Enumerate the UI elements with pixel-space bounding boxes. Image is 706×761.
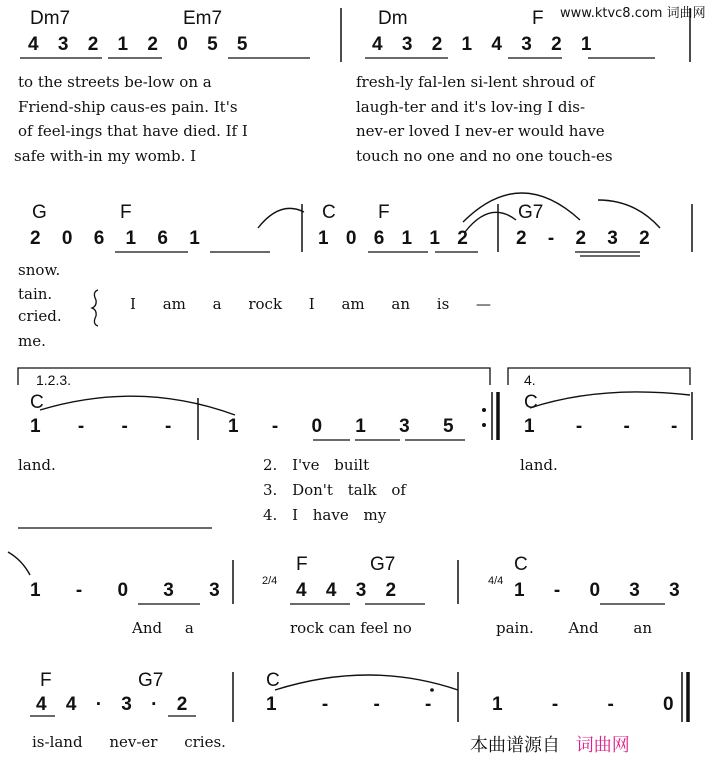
notes-measure-11: 1 - 0 3 3 — [514, 580, 680, 601]
lyric-land-1: land. — [18, 456, 56, 474]
lyric-line-1b: fresh-ly fal-len si-lent shroud of — [356, 73, 595, 91]
verse-ending-1: snow. — [18, 261, 61, 279]
lyric-line-2a: Friend-ship caus-es pain. It's — [18, 98, 238, 116]
volta-bracket-1 — [18, 368, 490, 385]
watermark-url-text: www.ktvc8.com — [560, 6, 663, 21]
verse-ending-4: me. — [18, 332, 46, 350]
footer-watermark — [470, 731, 630, 757]
chord-c: C — [514, 554, 528, 575]
lyric-and-a: And a — [132, 619, 194, 637]
notes-measure-9: 1 - 0 3 3 — [30, 580, 220, 601]
chord-c: C — [322, 202, 336, 223]
chord-c: C — [524, 392, 538, 413]
chord-g7: G7 — [370, 554, 396, 575]
verse-3-intro: 3. Don't talk of — [263, 481, 406, 499]
chord-c: C — [30, 392, 44, 413]
notes-measure-3: 2 0 6 1 6 1 — [30, 228, 200, 249]
footer-watermark-right: 词曲网 — [575, 735, 630, 756]
chord-g7: G7 — [138, 670, 164, 691]
chord-f: F — [40, 670, 52, 691]
chord-f: F — [296, 554, 308, 575]
volta-1-label: 1.2.3. — [36, 372, 72, 388]
tie — [275, 675, 458, 690]
volta-2-label: 4. — [524, 372, 536, 388]
notes-measure-12: 4 4 · 3 · 2 — [36, 694, 188, 715]
notes-measure-1: 4 3 2 1 2 0 5 5 — [28, 34, 248, 55]
tie — [258, 208, 304, 228]
time-signature-4-4: 4/4 — [488, 575, 504, 587]
tie-end — [8, 552, 30, 575]
chord-c: C — [266, 670, 280, 691]
lyric-pain-and-an: pain. And an — [496, 619, 653, 637]
chord-f: F — [120, 202, 132, 223]
notes-measure-8: 1 - - - — [524, 416, 678, 437]
lyric-land-2: land. — [520, 456, 558, 474]
notes-measure-4: 1 0 6 1 1 2 — [318, 228, 468, 249]
lyric-island-never-cries: is-land nev-er cries. — [32, 733, 226, 751]
verse-ending-2: tain. — [18, 285, 53, 303]
notes-measure-14: 1 - - 0 — [492, 694, 674, 715]
verse-ending-3: cried. — [18, 307, 62, 325]
tie — [530, 392, 690, 408]
chord-f: F — [532, 8, 544, 29]
time-signature-2-4: 2/4 — [262, 575, 278, 587]
verse-4-intro: 4. I have my — [263, 506, 387, 524]
chord-em7: Em7 — [183, 8, 223, 29]
notes-measure-5: 2 - 2 3 2 — [516, 228, 650, 249]
verse-2-intro: 2. I've built — [263, 456, 370, 474]
lyric-line-3a: of feel-ings that have died. If I — [18, 122, 248, 140]
notes-measure-13: 1 - - - — [266, 694, 432, 715]
tie — [465, 212, 516, 232]
lyric-line-1a: to the streets be-low on a — [18, 73, 212, 91]
notes-measure-6: 1 - - - — [30, 416, 172, 437]
footer-watermark-left: 本曲谱源自 — [470, 735, 560, 756]
tie — [40, 396, 235, 415]
chorus-lyric: I am a rock I am an is — — [130, 295, 492, 313]
lyric-rock-can-feel: rock can feel no — [290, 619, 412, 637]
slur — [598, 200, 660, 228]
chord-dm: Dm — [378, 8, 408, 29]
chord-dm7: Dm7 — [30, 8, 71, 29]
notes-measure-10: 4 4 3 2 — [296, 580, 397, 601]
chord-g: G — [32, 202, 47, 223]
chord-g7: G7 — [518, 202, 544, 223]
lyric-line-3b: nev-er loved I nev-er would have — [356, 122, 605, 140]
lyric-line-2b: laugh-ter and it's lov-ing I dis- — [356, 98, 586, 116]
watermark-site-text: 词曲网 — [666, 6, 706, 21]
notes-measure-2: 4 3 2 1 4 3 2 1 — [372, 34, 592, 55]
notes-measure-7: 1 - 0 1 3 5 — [228, 416, 454, 437]
brace — [92, 290, 98, 326]
chord-f: F — [378, 202, 390, 223]
lyric-line-4b: touch no one and no one touch-es — [356, 147, 613, 165]
lyric-line-4a: safe with-in my womb. I — [14, 147, 197, 165]
